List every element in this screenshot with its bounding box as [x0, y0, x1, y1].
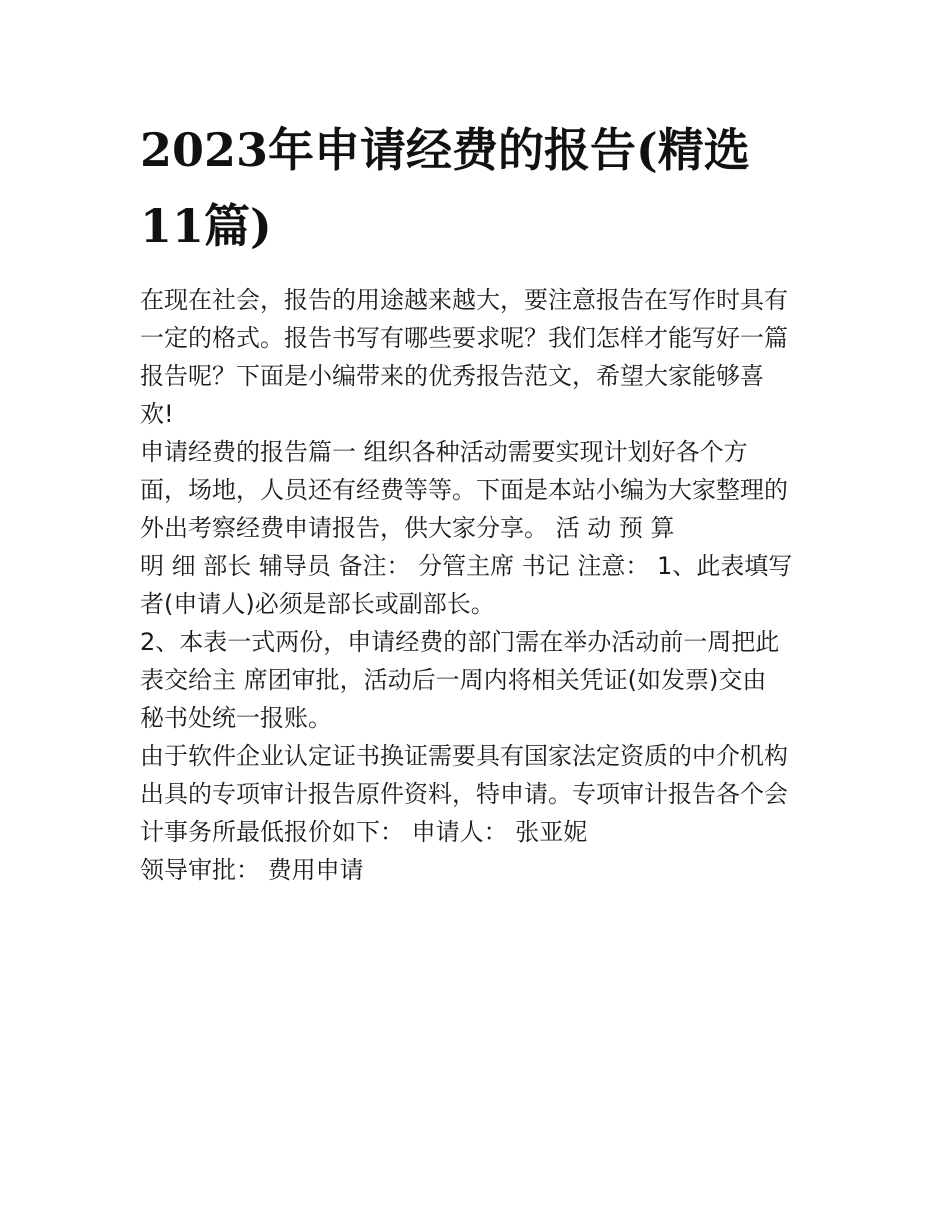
body-line: 欢! [140, 400, 174, 428]
body-line: 报告呢？下面是小编带来的优秀报告范文，希望大家能够喜 [140, 362, 764, 390]
body-line: 计事务所最低报价如下： 申请人： 张亚妮 [140, 818, 588, 846]
body-line: 由于软件企业认定证书换证需要具有国家法定资质的中介机构 [140, 742, 788, 770]
body-line: 表交给主 席团审批，活动后一周内将相关凭证(如发票)交由 [140, 666, 767, 694]
document-body [140, 281, 816, 889]
body-line: 外出考察经费申请报告，供大家分享。 活 动 预 算 [140, 514, 675, 542]
body-line: 明 细 部长 辅导员 备注： 分管主席 书记 注意： 1、此表填写 [140, 552, 793, 580]
body-line: 面，场地，人员还有经费等等。下面是本站小编为大家整理的 [140, 476, 788, 504]
body-line: 申请经费的报告篇一 组织各种活动需要实现计划好各个方 [140, 438, 748, 466]
body-line: 秘书处统一报账。 [140, 704, 332, 732]
body-line: 出具的专项审计报告原件资料，特申请。专项审计报告各个会 [140, 780, 788, 808]
title-line: 11篇) [140, 199, 272, 253]
body-line: 一定的格式。报告书写有哪些要求呢？我们怎样才能写好一篇 [140, 324, 788, 352]
body-line: 在现在社会，报告的用途越来越大，要注意报告在写作时具有 [140, 286, 788, 314]
title-line: 2023年申请经费的报告(精选 [140, 123, 750, 177]
body-line: 2、本表一式两份，申请经费的部门需在举办活动前一周把此 [140, 628, 780, 656]
document-title [140, 112, 830, 264]
body-line: 领导审批： 费用申请 [140, 856, 364, 884]
body-line: 者(申请人)必须是部长或副部长。 [140, 590, 495, 618]
